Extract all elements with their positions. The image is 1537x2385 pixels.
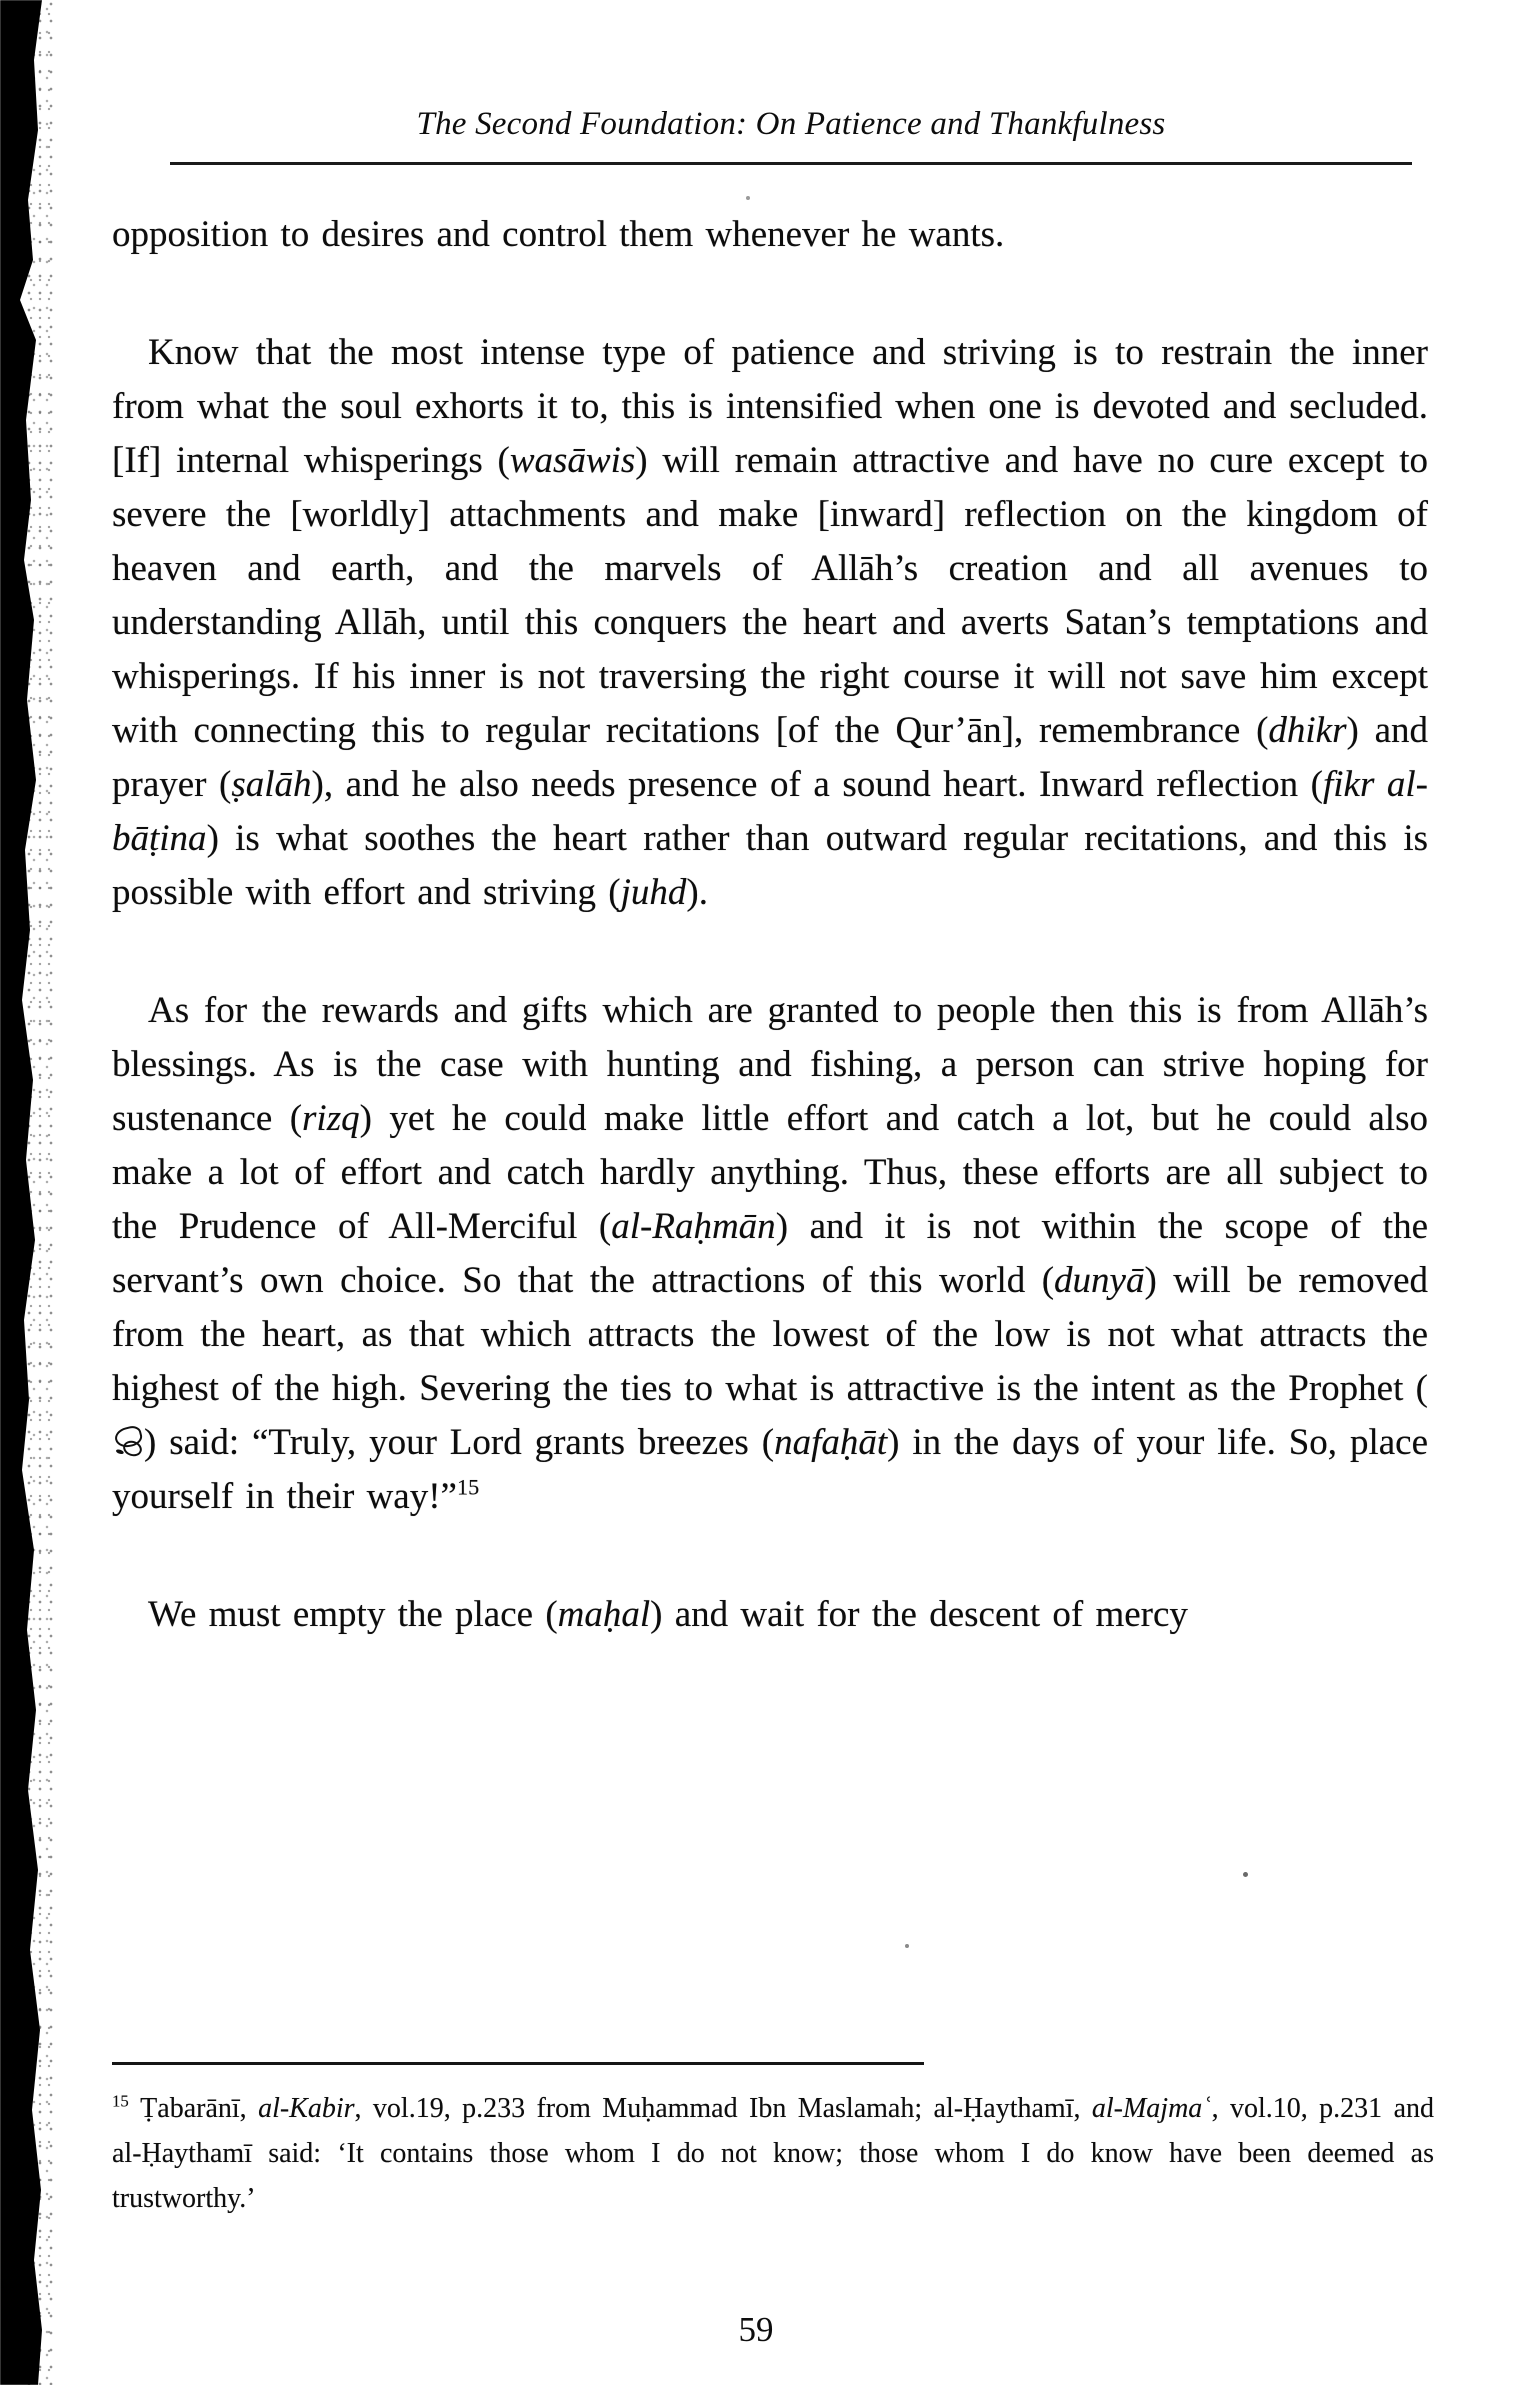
prophet-honorific-icon xyxy=(112,1425,144,1461)
scan-speck xyxy=(1243,1872,1248,1877)
scan-edge-noise xyxy=(26,0,54,2385)
paragraph-know-that: Know that the most intense type of patience and striving is to restrain the inner from what the soul exhorts it to, this is intensified when one is devoted and secluded. [If] internal whisperings (wasāwis) will remain attractive and have no cure except to severe the [worldly] attachments and make [inward] reflection on the kingdom of heaven and earth, and the marvels of Allāh’s creation and all avenues to understanding Allāh, until this conquers the heart and averts Satan’s temptations and whisperings. If his inner is not traversing the right course it will not save him except with connecting this to regular recitations [of the Qur’ān], remembrance (dhikr) and prayer (ṣalāh), and he also needs presence of a sound heart. Inward reflection (fikr al-bāṭina) is what soothes the heart rather than outward regular recitations, and this is possible with effort and striving (juhd). xyxy=(112,332,1428,913)
paragraph-we-must-empty: We must empty the place (maḥal) and wait for the descent of mercy xyxy=(148,1594,1188,1635)
footnote-15: $^{15}$ Ṭabarānī, al-Kabir, vol.19, p.233 from Muḥammad Ibn Maslamah; al-Ḥaythamī, al-Majmaʿ, vol.10, p.231 and al-Ḥaythamī said: ‘It contains those whom I do not know; those whom I do know have been deemed as trustworthy.’ xyxy=(112,2091,1435,2214)
page-number: 59 xyxy=(738,2310,774,2349)
paragraph-as-for-rewards: As for the rewards and gifts which are granted to people then this is from Allāh’s blessings. As is the case with hunting and fishing, a person can strive hoping for sustenance (rizq) yet he could make little effort and catch a lot, but he could also make a lot of effort and catch hardly anything. Thus, these efforts are all subject to the Prudence of All-Merciful (al-Raḥmān) and it is not within the scope of the servant’s own choice. So that the attractions of this world (dunyā) will be removed from the heart, as that which attracts the lowest of the low is not what attracts the highest of the high. Severing the ties to what is attractive is the intent as the Prophet () said: “Truly, your Lord grants breezes (nafaḥāt) in the days of your life. So, place yourself in their way!”$^{15}$ xyxy=(112,990,1428,1517)
footnote-separator xyxy=(112,2062,924,2065)
running-header xyxy=(170,102,1412,165)
body-text xyxy=(112,208,1428,1642)
header-rule xyxy=(170,162,1412,165)
scan-speck xyxy=(746,196,750,200)
scan-speck xyxy=(905,1944,909,1948)
paragraph-continuation: opposition to desires and control them whenever he wants. xyxy=(112,214,1005,255)
chapter-title: The Second Foundation: On Patience and Thankfulness xyxy=(416,106,1166,142)
